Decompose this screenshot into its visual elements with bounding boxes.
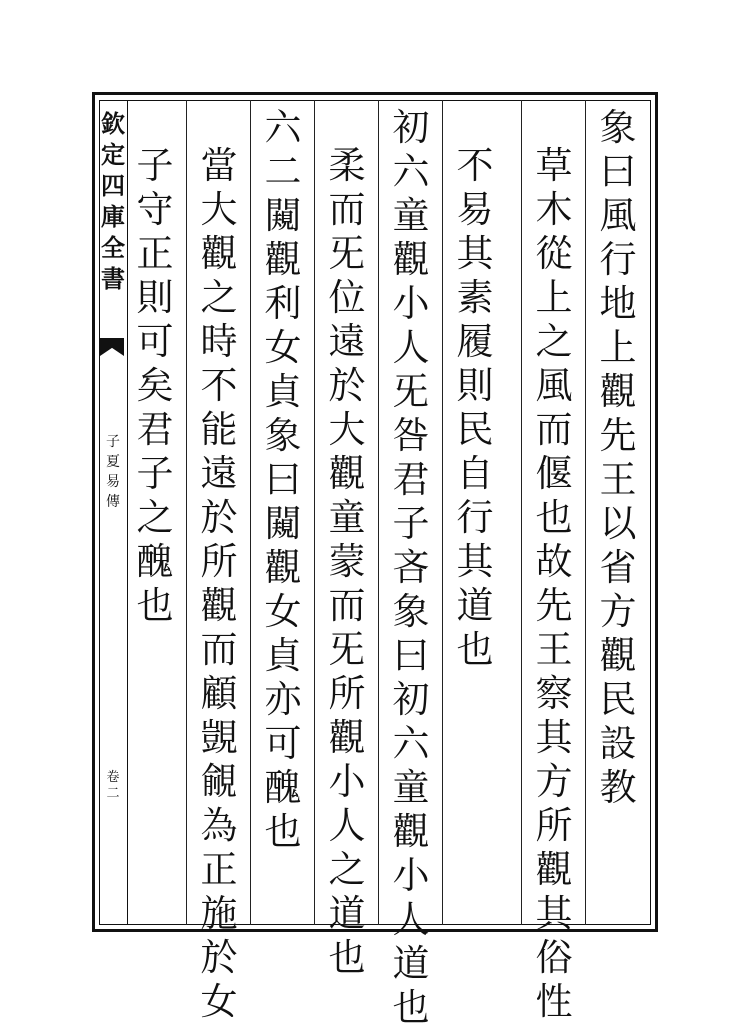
- character: 小: [392, 282, 430, 325]
- character: 風: [535, 364, 573, 407]
- character: 六: [392, 150, 430, 193]
- character: 女: [200, 980, 238, 1023]
- character: 不: [456, 144, 494, 187]
- gutter-title: [101, 108, 125, 294]
- character: 子: [136, 144, 174, 187]
- character: 矣: [136, 364, 174, 407]
- character: 顧: [200, 672, 238, 715]
- column-rule: [521, 100, 522, 925]
- gutter-subtitle: [104, 432, 122, 512]
- character: 觀: [599, 634, 637, 677]
- character: 人: [392, 326, 430, 369]
- character: 六: [264, 106, 302, 149]
- character: 行: [599, 238, 637, 281]
- character: 省: [599, 546, 637, 589]
- character: 童: [392, 766, 430, 809]
- character: 初: [392, 106, 430, 149]
- character: 觀: [392, 238, 430, 281]
- character: 能: [200, 408, 238, 451]
- character: 欽: [101, 109, 125, 138]
- character: 大: [328, 408, 366, 451]
- character: 童: [392, 194, 430, 237]
- character: 也: [392, 986, 430, 1029]
- text-column-2: [529, 144, 579, 1024]
- character: 定: [101, 140, 125, 169]
- character: 先: [535, 584, 573, 627]
- character: 王: [535, 628, 573, 671]
- character: 象: [599, 106, 637, 149]
- character: 書: [101, 264, 125, 293]
- character: 旡: [328, 232, 366, 275]
- character: 其: [535, 716, 573, 759]
- character: 曰: [599, 150, 637, 193]
- character: 可: [264, 722, 302, 765]
- character: 觀: [264, 238, 302, 281]
- column-rule: [378, 100, 379, 925]
- character: 之: [328, 848, 366, 891]
- column-rule: [314, 100, 315, 925]
- character: 道: [456, 584, 494, 627]
- character: 醜: [136, 540, 174, 583]
- character: 君: [392, 458, 430, 501]
- character: 柔: [328, 144, 366, 187]
- character: 於: [328, 364, 366, 407]
- character: 闚: [264, 194, 302, 237]
- character: 也: [535, 496, 573, 539]
- character: 易: [106, 474, 120, 490]
- character: 子: [136, 452, 174, 495]
- character: 曰: [392, 634, 430, 677]
- character: 上: [599, 326, 637, 369]
- character: 觀: [535, 848, 573, 891]
- character: 曰: [264, 458, 302, 501]
- character: 正: [200, 848, 238, 891]
- character: 觀: [328, 452, 366, 495]
- character: 自: [456, 452, 494, 495]
- character: 旡: [392, 370, 430, 413]
- text-column-4: [386, 106, 436, 1030]
- character: 位: [328, 276, 366, 319]
- character: 其: [535, 892, 573, 935]
- character: 二: [106, 786, 120, 801]
- character: 於: [200, 936, 238, 979]
- character: 不: [200, 364, 238, 407]
- character: 方: [535, 760, 573, 803]
- character: 草: [535, 144, 573, 187]
- character: 初: [392, 678, 430, 721]
- character: 時: [200, 320, 238, 363]
- character: 易: [456, 188, 494, 231]
- character: 觀: [200, 584, 238, 627]
- character: 所: [200, 540, 238, 583]
- character: 女: [264, 326, 302, 369]
- character: 象: [392, 590, 430, 633]
- character: 從: [535, 232, 573, 275]
- character: 觀: [328, 716, 366, 759]
- character: 人: [328, 804, 366, 847]
- character: 之: [535, 320, 573, 363]
- character: 其: [456, 540, 494, 583]
- character: 民: [456, 408, 494, 451]
- character: 夏: [106, 454, 120, 470]
- character: 女: [264, 590, 302, 633]
- character: 闚: [264, 502, 302, 545]
- character: 當: [200, 144, 238, 187]
- character: 貞: [264, 370, 302, 413]
- gutter-divider: [127, 100, 128, 925]
- character: 四: [101, 171, 125, 200]
- character: 木: [535, 188, 573, 231]
- character: 地: [599, 282, 637, 325]
- character: 傳: [106, 494, 120, 510]
- character: 也: [328, 936, 366, 979]
- character: 設: [599, 722, 637, 765]
- character: 素: [456, 276, 494, 319]
- character: 也: [264, 810, 302, 853]
- character: 風: [599, 194, 637, 237]
- character: 小: [392, 854, 430, 897]
- character: 子: [392, 502, 430, 545]
- text-column-8: [130, 144, 180, 628]
- character: 履: [456, 320, 494, 363]
- character: 遠: [328, 320, 366, 363]
- character: 大: [200, 188, 238, 231]
- character: 卷: [106, 770, 120, 785]
- character: 俗: [535, 936, 573, 979]
- character: 行: [456, 496, 494, 539]
- character: 之: [136, 496, 174, 539]
- character: 二: [264, 150, 302, 193]
- text-column-3: [450, 144, 500, 672]
- character: 先: [599, 414, 637, 457]
- character: 王: [599, 458, 637, 501]
- character: 故: [535, 540, 573, 583]
- character: 之: [200, 276, 238, 319]
- character: 而: [200, 628, 238, 671]
- character: 上: [535, 276, 573, 319]
- character: 而: [328, 188, 366, 231]
- character: 以: [599, 502, 637, 545]
- character: 遠: [200, 452, 238, 495]
- character: 正: [136, 232, 174, 275]
- character: 覦: [200, 760, 238, 803]
- character: 貞: [264, 634, 302, 677]
- character: 方: [599, 590, 637, 633]
- character: 為: [200, 804, 238, 847]
- character: 子: [106, 434, 120, 450]
- column-rule: [186, 100, 187, 925]
- character: 覬: [200, 716, 238, 759]
- character: 所: [328, 672, 366, 715]
- character: 觀: [264, 546, 302, 589]
- character: 利: [264, 282, 302, 325]
- character: 可: [136, 320, 174, 363]
- character: 旡: [328, 628, 366, 671]
- character: 觀: [392, 810, 430, 853]
- character: 醜: [264, 766, 302, 809]
- character: 人: [392, 898, 430, 941]
- character: 也: [456, 628, 494, 671]
- character: 性: [535, 980, 573, 1023]
- character: 小: [328, 760, 366, 803]
- character: 則: [136, 276, 174, 319]
- character: 童: [328, 496, 366, 539]
- character: 蒙: [328, 540, 366, 583]
- character: 而: [535, 408, 573, 451]
- character: 民: [599, 678, 637, 721]
- character: 君: [136, 408, 174, 451]
- text-column-7: [194, 144, 244, 1024]
- character: 象: [264, 414, 302, 457]
- character: 道: [328, 892, 366, 935]
- text-column-6: [258, 106, 308, 854]
- character: 咎: [392, 414, 430, 457]
- character: 施: [200, 892, 238, 935]
- text-column-5: [322, 144, 372, 980]
- character: 教: [599, 766, 637, 809]
- character: 偃: [535, 452, 573, 495]
- character: 道: [392, 942, 430, 985]
- character: 則: [456, 364, 494, 407]
- character: 也: [136, 584, 174, 627]
- character: 觀: [200, 232, 238, 275]
- character: 吝: [392, 546, 430, 589]
- character: 察: [535, 672, 573, 715]
- text-column-1: [593, 106, 643, 810]
- column-rule: [250, 100, 251, 925]
- character: 六: [392, 722, 430, 765]
- character: 而: [328, 584, 366, 627]
- character: 觀: [599, 370, 637, 413]
- character: 亦: [264, 678, 302, 721]
- character: 守: [136, 188, 174, 231]
- character: 所: [535, 804, 573, 847]
- column-rule: [442, 100, 443, 925]
- column-rule: [585, 100, 586, 925]
- character: 庫: [101, 202, 125, 231]
- character: 全: [101, 233, 125, 262]
- character: 於: [200, 496, 238, 539]
- gutter-page-number: [103, 770, 123, 802]
- character: 其: [456, 232, 494, 275]
